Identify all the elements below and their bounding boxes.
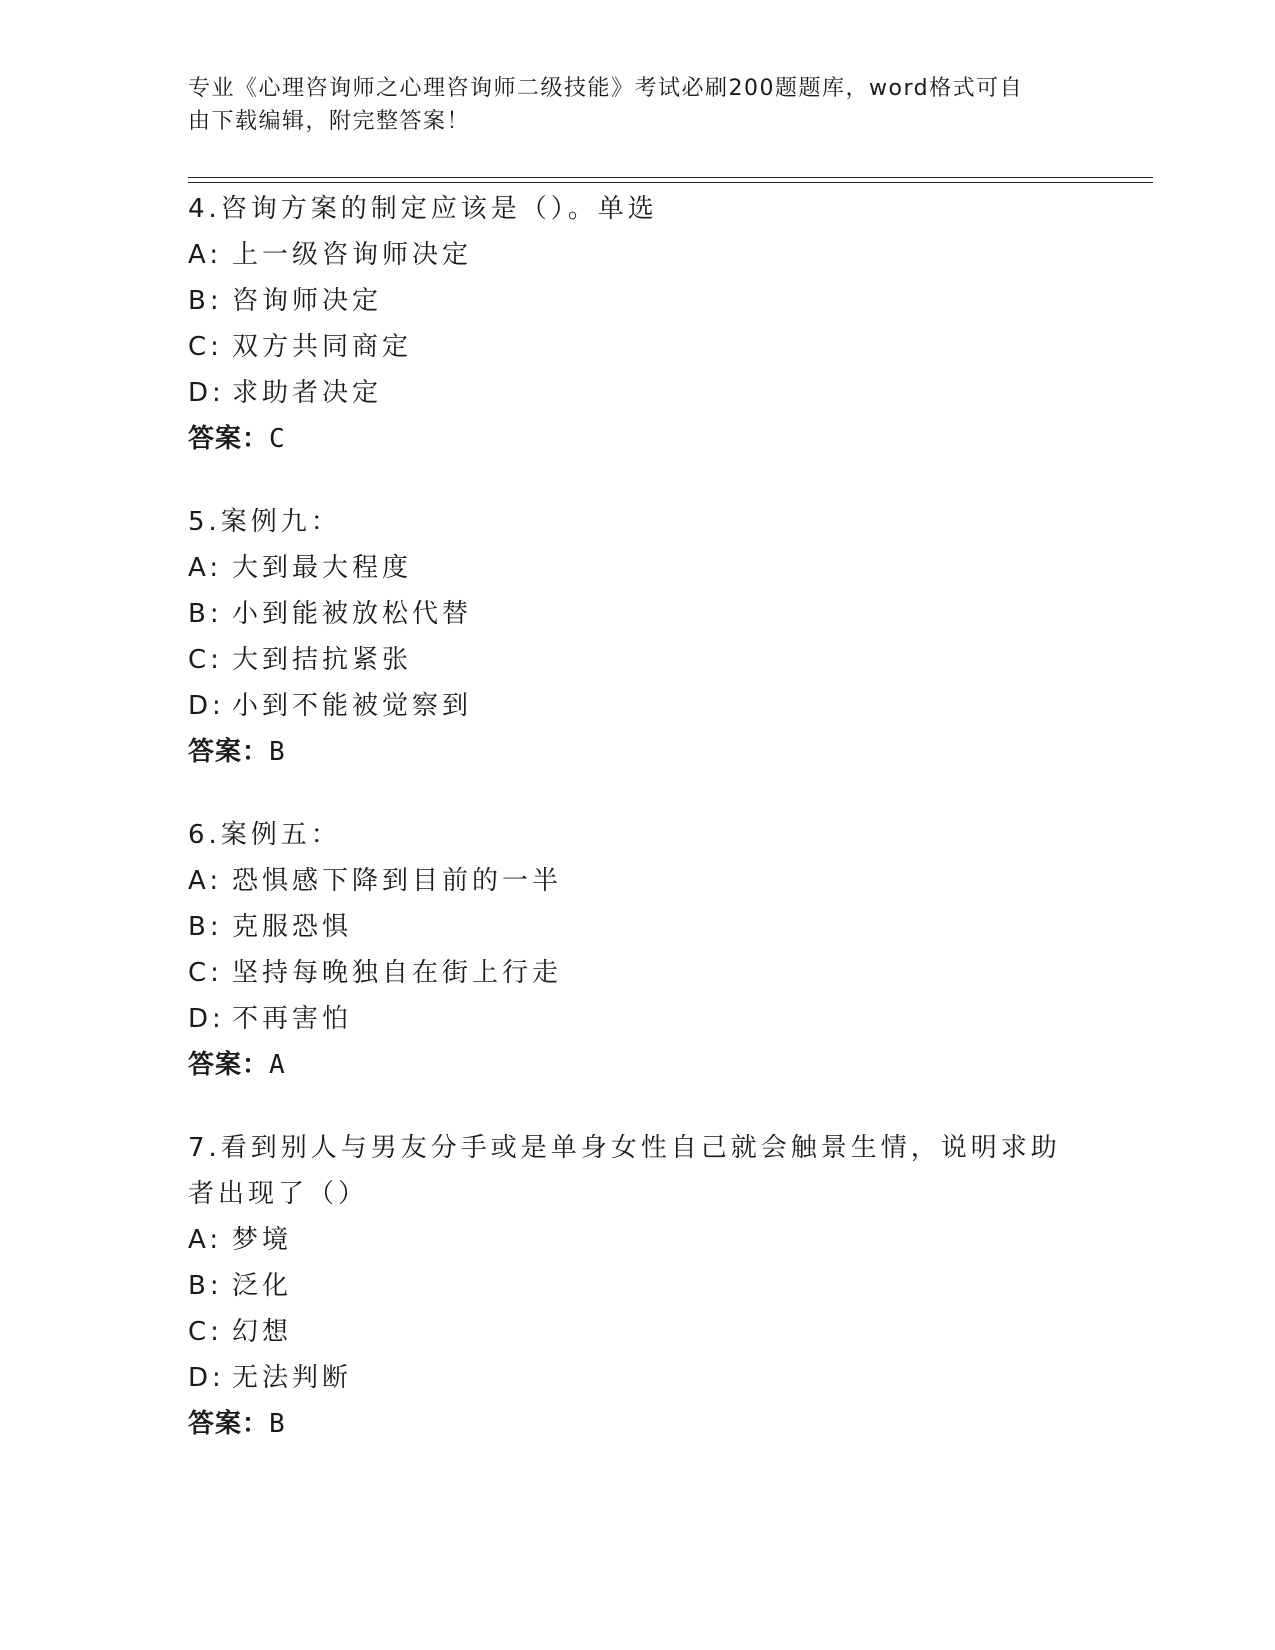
option-text: 求助者决定 — [232, 378, 383, 408]
option-c — [188, 950, 1088, 996]
option-text: 克服恐惧 — [232, 912, 353, 942]
answer-line — [188, 729, 1088, 775]
option-d — [188, 996, 1088, 1042]
option-letter: D: — [188, 1363, 225, 1393]
option-b — [188, 1263, 1088, 1309]
answer-value: A — [269, 1050, 286, 1080]
answer-label: 答案： — [188, 1050, 270, 1080]
answer-label: 答案： — [188, 424, 270, 454]
option-text: 上一级咨询师决定 — [232, 240, 473, 270]
option-a — [188, 858, 1088, 904]
option-d — [188, 370, 1088, 416]
header-line-2: 由下载编辑，附完整答案！ — [188, 109, 471, 134]
option-letter: B: — [188, 1271, 223, 1301]
option-letter: C: — [188, 645, 223, 675]
option-text: 不再害怕 — [232, 1004, 353, 1034]
option-b — [188, 278, 1088, 324]
option-b — [188, 904, 1088, 950]
answer-line — [188, 1401, 1088, 1447]
option-letter: C: — [188, 958, 223, 988]
option-text: 梦境 — [232, 1225, 293, 1255]
option-c — [188, 637, 1088, 683]
option-c — [188, 324, 1088, 370]
option-letter: A: — [188, 553, 223, 583]
question-4 — [188, 186, 1088, 462]
answer-line — [188, 1042, 1088, 1088]
option-text: 幻想 — [232, 1317, 293, 1347]
option-letter: B: — [188, 286, 223, 316]
header-divider-bottom — [188, 182, 1153, 183]
question-text: 5.案例九： — [188, 507, 341, 537]
question-list — [188, 186, 1088, 1484]
option-text: 泛化 — [232, 1271, 293, 1301]
answer-value: B — [269, 1409, 286, 1439]
option-text: 大到最大程度 — [232, 553, 413, 583]
option-text: 小到不能被觉察到 — [232, 691, 473, 721]
document-header — [188, 72, 1068, 138]
question-text: 7.看到别人与男友分手或是单身女性自己就会触景生情，说明求助者出现了（） — [188, 1133, 1061, 1209]
option-text: 无法判断 — [232, 1363, 353, 1393]
option-letter: D: — [188, 691, 225, 721]
option-text: 大到拮抗紧张 — [232, 645, 413, 675]
option-letter: C: — [188, 332, 223, 362]
option-text: 双方共同商定 — [232, 332, 413, 362]
option-a — [188, 1217, 1088, 1263]
option-a — [188, 232, 1088, 278]
header-line-1: 专业《心理咨询师之心理咨询师二级技能》考试必刷200题题库，word格式可自 — [188, 76, 1024, 101]
option-text: 恐惧感下降到目前的一半 — [232, 866, 563, 896]
option-d — [188, 1355, 1088, 1401]
header-divider-top — [188, 177, 1153, 178]
option-text: 小到能被放松代替 — [232, 599, 473, 629]
option-letter: A: — [188, 866, 223, 896]
option-text: 坚持每晚独自在街上行走 — [232, 958, 563, 988]
option-a — [188, 545, 1088, 591]
option-letter: A: — [188, 1225, 223, 1255]
question-text: 4.咨询方案的制定应该是（）。单选 — [188, 194, 658, 224]
answer-line — [188, 416, 1088, 462]
question-5 — [188, 499, 1088, 775]
option-letter: D: — [188, 378, 225, 408]
answer-value: B — [269, 737, 286, 767]
option-letter: D: — [188, 1004, 225, 1034]
option-letter: B: — [188, 912, 223, 942]
question-text: 6.案例五： — [188, 820, 341, 850]
answer-value: C — [269, 424, 286, 454]
option-d — [188, 683, 1088, 729]
option-text: 咨询师决定 — [232, 286, 383, 316]
question-6 — [188, 812, 1088, 1088]
question-7 — [188, 1125, 1088, 1447]
option-letter: A: — [188, 240, 223, 270]
option-c — [188, 1309, 1088, 1355]
option-letter: B: — [188, 599, 223, 629]
option-letter: C: — [188, 1317, 223, 1347]
answer-label: 答案： — [188, 1409, 270, 1439]
option-b — [188, 591, 1088, 637]
answer-label: 答案： — [188, 737, 270, 767]
